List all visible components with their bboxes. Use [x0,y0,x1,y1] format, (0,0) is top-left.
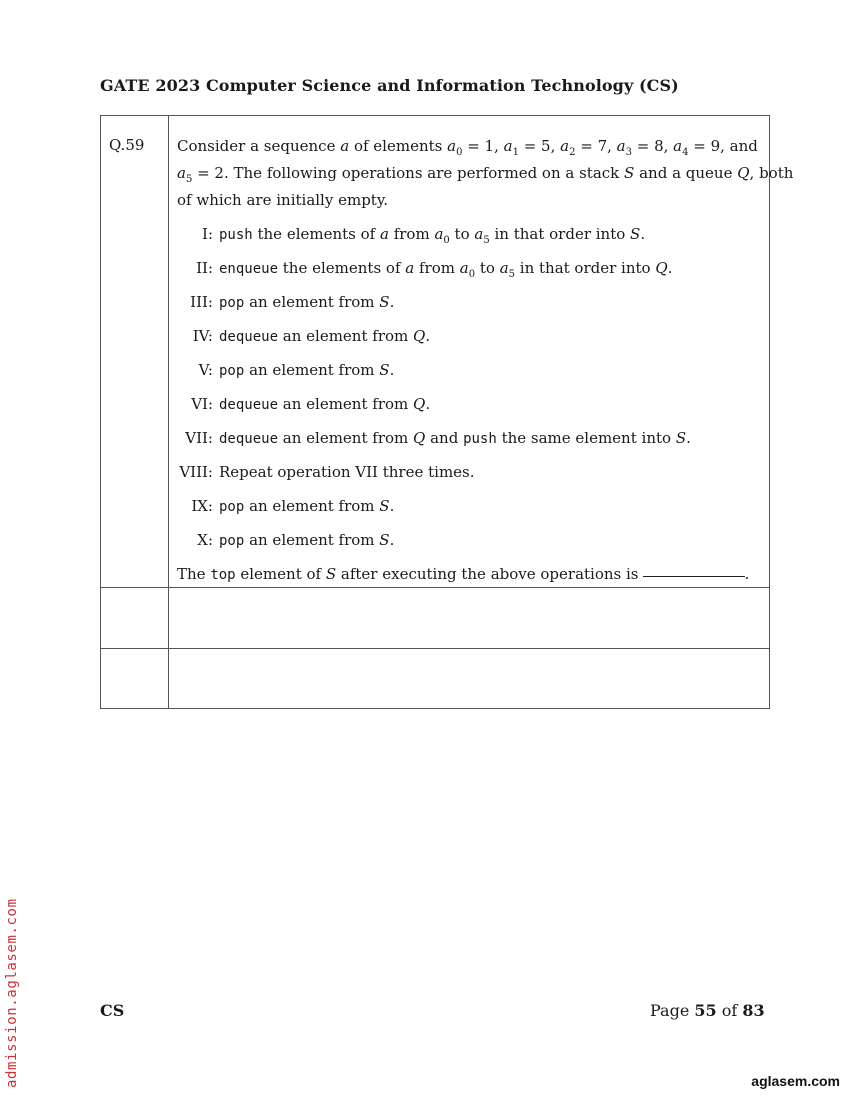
operation-fragment: from [414,259,460,277]
keyword: pop [219,533,245,549]
operation-item [177,292,763,326]
column-divider [168,116,169,708]
operation-fragment: an element from [278,395,414,413]
operation-fragment: Repeat operation VII three times. [219,463,475,481]
row-divider [101,587,769,588]
operation-fragment: in that order into [515,259,656,277]
operation-number: V: [198,361,213,379]
operation-item [177,462,763,496]
operation-item [177,394,763,428]
keyword: pop [219,499,245,515]
operation-fragment: . [389,293,395,311]
keyword: dequeue [219,397,279,413]
operation-item [177,360,763,394]
page-label: Page [650,1001,690,1020]
operation-text [219,428,691,449]
operation-text [219,496,394,517]
row-divider [101,648,769,649]
page-header-title: GATE 2023 Computer Science and Information Technology (CS) [100,76,679,95]
operation-fragment: an element from [244,293,380,311]
operation-fragment: . [667,259,673,277]
final-fragment: . [744,565,750,583]
operation-target: Q [413,429,426,447]
operation-target: Q [413,395,426,413]
question-table [100,115,794,709]
operation-fragment: from [388,225,435,243]
operation-text [219,292,394,313]
operation-text: push the elements of a from $a_0$ to $a_5$ in that order into S. [219,225,646,246]
operation-number: X: [197,531,213,549]
operation-number: VI: [191,395,213,413]
operation-text [219,462,475,482]
operation-target: S [379,497,390,515]
operation-fragment: . [425,395,431,413]
operation-item [177,496,763,530]
operation-fragment: to [475,259,500,277]
keyword: top [210,567,236,583]
operation-target: S [675,429,687,447]
operation-fragment: the elements of [252,225,380,243]
operation-target: S [379,531,390,549]
keyword: enqueue [219,261,279,277]
operation-target: S [379,361,390,379]
question-number: Q.59 [109,136,145,154]
operation-fragment: . [389,361,395,379]
footer-page-number [650,1001,765,1020]
operation-fragment: an element from [278,429,414,447]
operation-fragment: in that order into [489,225,631,243]
operation-target: Q [655,259,668,277]
page-current: 55 [694,1001,717,1020]
corner-watermark: aglasem.com [751,1073,840,1089]
operation-number: IX: [191,497,213,515]
operation-fragment: an element from [244,531,380,549]
final-fragment: after executing the above operations is [336,565,639,583]
keyword: push [463,431,497,447]
operation-text [219,530,394,551]
question-intro: Consider a sequence a of elements $a_0 = 1$, $a_1 = 5$, $a_2 = 7$, $a_3 = 8$, $a_4 = 9$, and $a_5 = 2$. The following operations are performed on a stack S and a queue Q, both of which are initially empty. [177,137,794,209]
operation-item [177,428,763,462]
operation-item [177,258,763,292]
operation-target: S [379,293,390,311]
keyword: dequeue [219,431,279,447]
operation-fragment: . [389,497,395,515]
operation-target: S [630,225,641,243]
operation-fragment: . [389,531,395,549]
keyword: dequeue [219,329,279,345]
operation-fragment: . [686,429,691,447]
operation-text [219,394,430,415]
operation-item [177,530,763,564]
operation-fragment: the elements of [278,259,406,277]
keyword: push [219,227,253,243]
operation-fragment: and [425,429,464,447]
operation-text [219,326,430,347]
operations-list [177,224,763,564]
final-fragment: element of [235,565,326,583]
page-total: 83 [742,1001,765,1020]
operation-number: IV: [192,327,213,345]
operation-number: VIII: [179,463,213,481]
final-fragment: The [177,565,211,583]
operation-fragment: . [425,327,431,345]
operation-fragment: the same element into [496,429,676,447]
question-body [177,136,794,585]
of-label: of [721,1001,738,1020]
operation-number: III: [190,293,213,311]
operation-text [219,360,394,381]
operation-target: Q [413,327,426,345]
operation-fragment: an element from [244,361,380,379]
vertical-watermark: admission.aglasem.com [4,898,20,1088]
operation-fragment: an element from [244,497,380,515]
operation-fragment: to [449,225,475,243]
operation-fragment: an element from [278,327,414,345]
keyword: pop [219,363,245,379]
operation-item [177,224,763,258]
footer-paper-code: CS [100,1001,125,1020]
final-question-line [177,564,763,585]
operation-number: VII: [185,429,213,447]
answer-blank [643,576,745,577]
operation-fragment: . [640,225,646,243]
operation-target: S [325,565,337,583]
operation-text: enqueue the elements of a from $a_0$ to $a_5$ in that order into Q. [219,259,673,280]
operation-item [177,326,763,360]
keyword: pop [219,295,245,311]
operation-number: II: [196,259,213,277]
operation-number: I: [202,225,213,243]
